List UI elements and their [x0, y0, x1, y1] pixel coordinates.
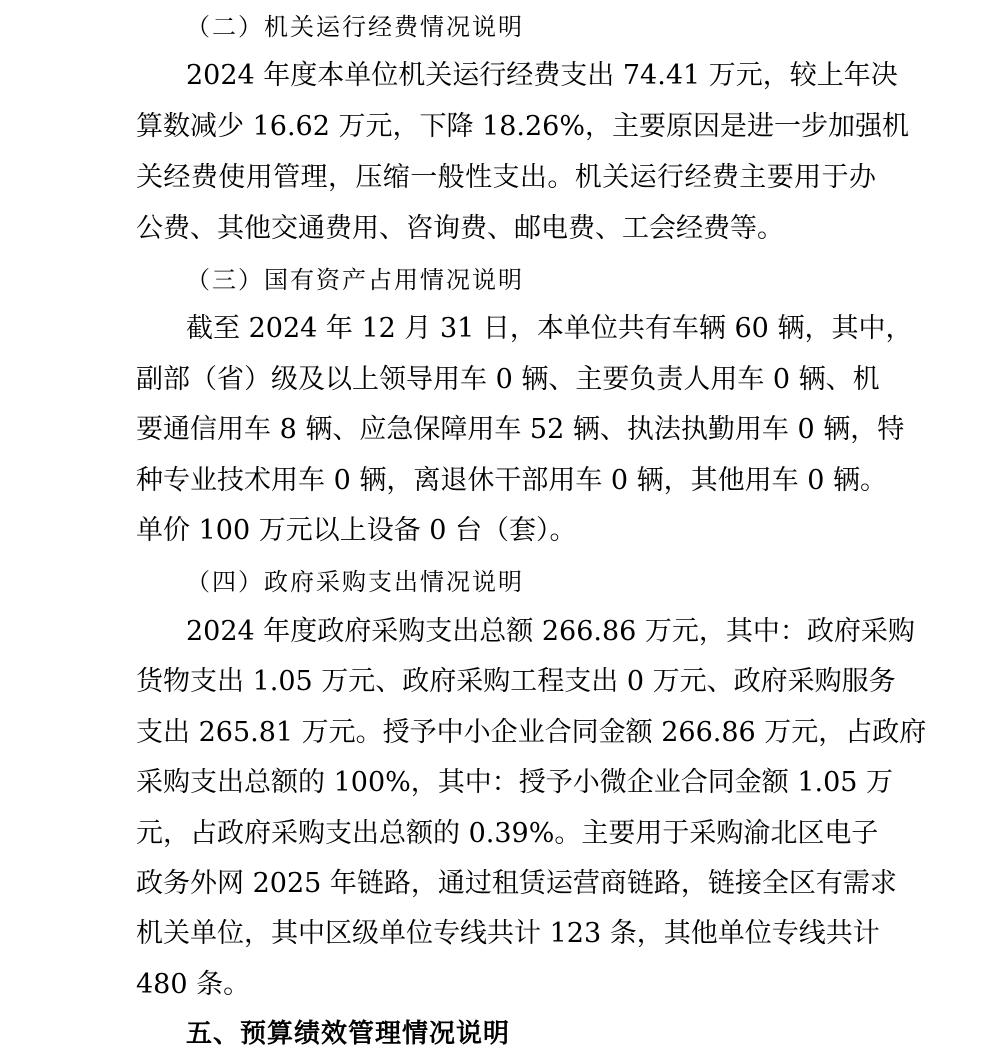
paragraph-line: 480 条。	[136, 969, 251, 1000]
paragraph-line: 种专业技术用车 0 辆，离退休干部用车 0 辆，其他用车 0 辆。	[136, 465, 888, 496]
paragraph-line: 关经费使用管理，压缩一般性支出。机关运行经费主要用于办	[136, 162, 876, 193]
paragraph-line: 采购支出总额的 100%，其中：授予小微企业合同金额 1.05 万	[136, 767, 894, 798]
paragraph-line: 单价 100 万元以上设备 0 台（套）。	[136, 515, 577, 546]
paragraph-line: 算数减少 16.62 万元，下降 18.26%，主要原因是进一步加强机	[136, 111, 909, 142]
paragraph-line: 支出 265.81 万元。授予中小企业合同金额 266.86 万元，占政府	[136, 717, 927, 748]
paragraph-line: 公费、其他交通费用、咨询费、邮电费、工会经费等。	[136, 213, 784, 244]
paragraph-line: 机关单位，其中区级单位专线共计 123 条，其他单位专线共计	[136, 918, 880, 949]
paragraph-line: 截至 2024 年 12 月 31 日，本单位共有车辆 60 辆，其中，	[186, 313, 913, 344]
paragraph-line: 货物支出 1.05 万元、政府采购工程支出 0 万元、政府采购服务	[136, 666, 896, 697]
paragraph-line: 副部（省）级及以上领导用车 0 辆、主要负责人用车 0 辆、机	[136, 364, 880, 395]
paragraph-line: 政务外网 2025 年链路，通过租赁运营商链路，链接全区有需求	[136, 868, 897, 899]
paragraph-line: 元，占政府采购支出总额的 0.39%。主要用于采购渝北区电子	[136, 818, 879, 849]
paragraph-line: 2024 年度政府采购支出总额 266.86 万元，其中：政府采购	[186, 616, 915, 647]
paragraph-line: 要通信用车 8 辆、应急保障用车 52 辆、执法执勤用车 0 辆，特	[136, 414, 905, 445]
section-heading: （三）国有资产占用情况说明	[186, 266, 524, 294]
section-heading: （四）政府采购支出情况说明	[186, 568, 524, 596]
section-heading: （二）机关运行经费情况说明	[186, 13, 524, 41]
section-heading: 五、预算绩效管理情况说明	[186, 1019, 511, 1049]
paragraph-line: 2024 年度本单位机关运行经费支出 74.41 万元，较上年决	[186, 60, 898, 91]
